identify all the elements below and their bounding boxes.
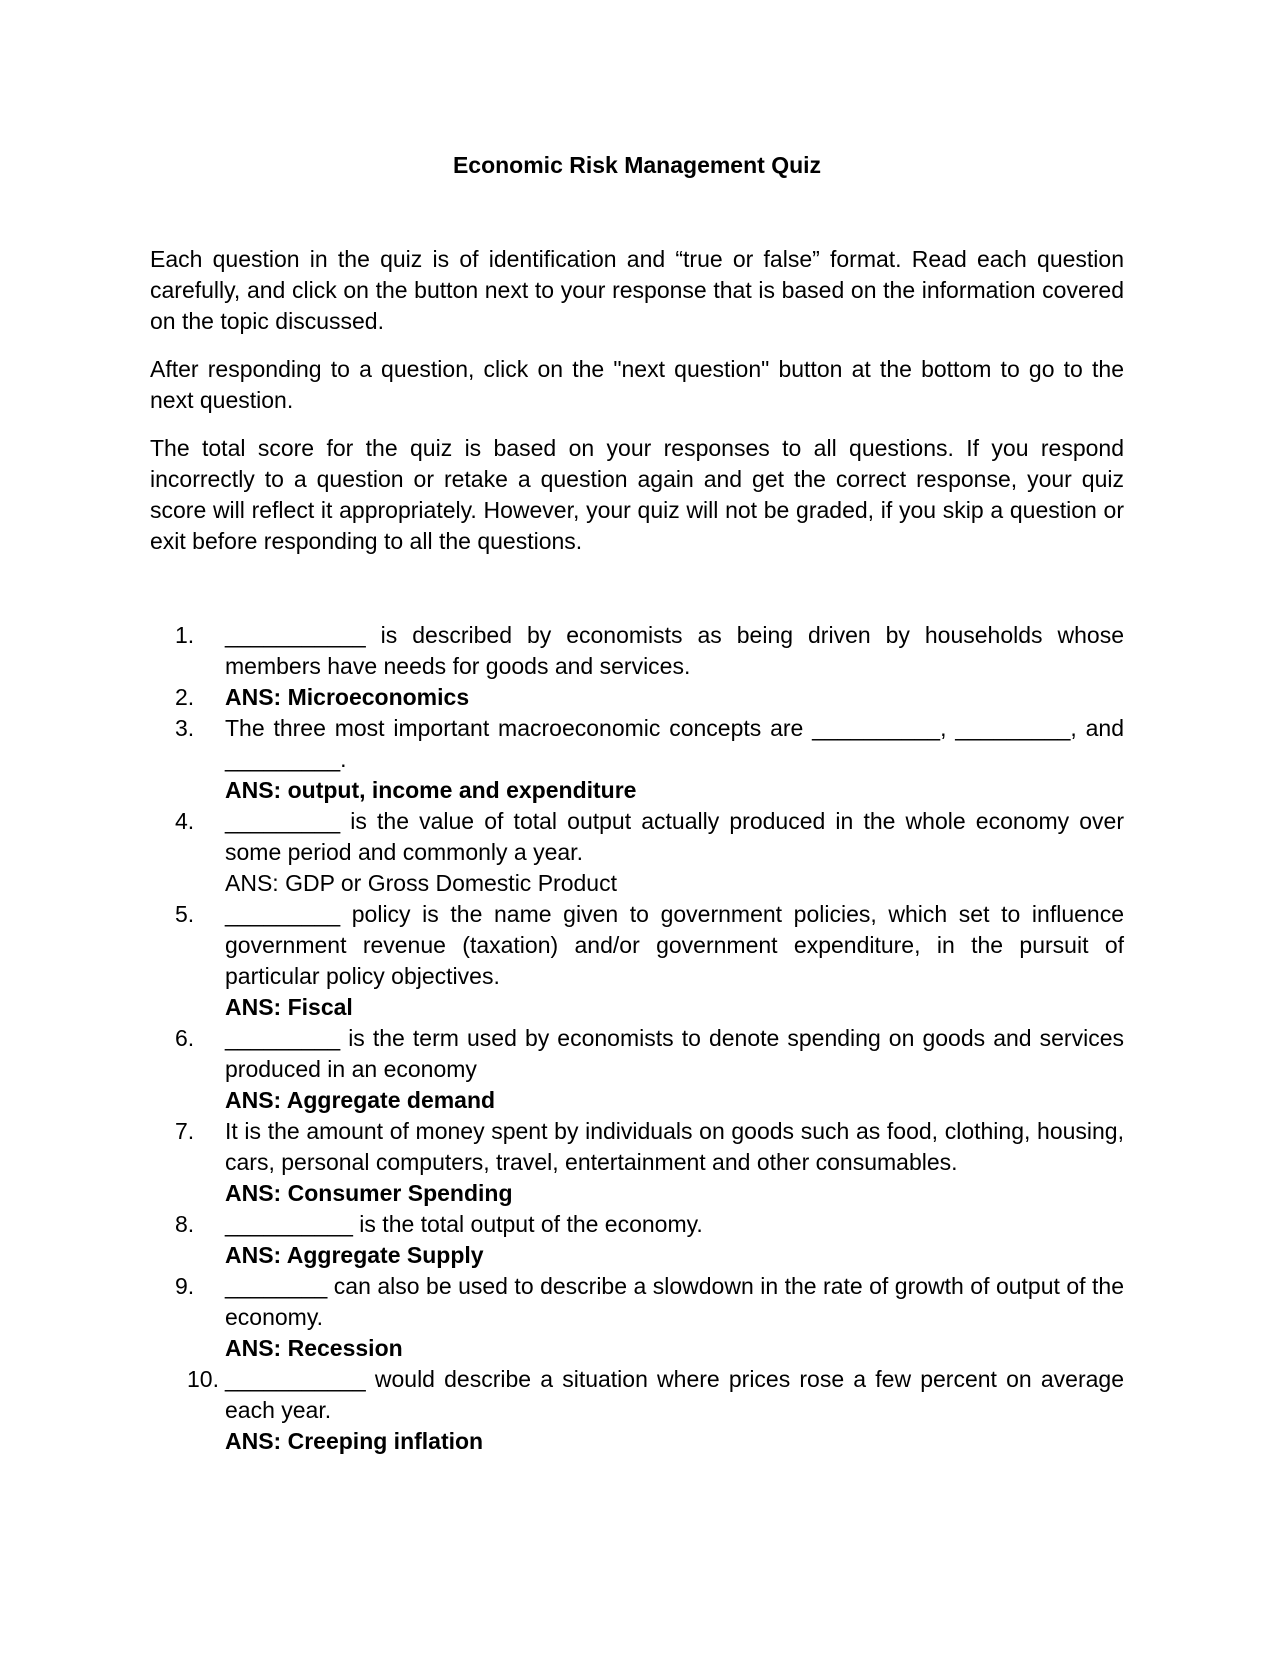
question-list xyxy=(150,620,1124,1457)
question-text: ___________ is described by economists as being driven by households whose members have needs for goods and services. xyxy=(225,622,1124,679)
answer-text: ANS: Creeping inflation xyxy=(225,1428,484,1454)
question-number: 4. xyxy=(175,808,195,834)
answer-text: ANS: Aggregate Supply xyxy=(225,1242,484,1268)
question-item xyxy=(150,1209,1124,1271)
answer-text: ANS: output, income and expenditure xyxy=(225,777,637,803)
question-text: ________ can also be used to describe a slowdown in the rate of growth of output of the economy. xyxy=(225,1273,1124,1330)
answer-text: ANS: GDP or Gross Domestic Product xyxy=(225,870,617,896)
answer-text: ANS: Microeconomics xyxy=(225,684,470,710)
question-text: _________ is the value of total output actually produced in the whole economy over some period and commonly a year. xyxy=(225,808,1124,865)
question-item xyxy=(150,620,1124,682)
question-text: The three most important macroeconomic concepts are __________, _________, and _________. xyxy=(225,715,1124,772)
question-item xyxy=(150,899,1124,1023)
question-number: 10. xyxy=(187,1366,219,1392)
instructions xyxy=(150,244,1124,574)
answer-text: ANS: Fiscal xyxy=(225,994,353,1020)
question-item xyxy=(150,1271,1124,1364)
page-title: Economic Risk Management Quiz xyxy=(452,152,822,178)
intro-paragraph: The total score for the quiz is based on your responses to all questions. If you respond incorrectly to a question or retake a question again and get the correct response, your quiz score will reflect it appropriately. However, your quiz will not be graded, if you skip a question or exit before responding to all the questions. xyxy=(150,435,1124,554)
question-text: It is the amount of money spent by individuals on goods such as food, clothing, housing, cars, personal computers, travel, entertainment and other consumables. xyxy=(225,1118,1124,1175)
answer-text: ANS: Consumer Spending xyxy=(225,1180,513,1206)
question-item xyxy=(150,682,1124,713)
question-item xyxy=(150,1116,1124,1209)
question-text: _________ is the term used by economists to denote spending on goods and services produced in an economy xyxy=(225,1025,1124,1082)
question-item xyxy=(150,806,1124,899)
question-number: 2. xyxy=(175,684,195,710)
answer-text: ANS: Recession xyxy=(225,1335,403,1361)
document-page xyxy=(150,0,1124,1656)
question-text: ___________ would describe a situation where prices rose a few percent on average each year. xyxy=(225,1366,1124,1423)
intro-paragraph: Each question in the quiz is of identification and “true or false” format. Read each question carefully, and click on the button next to your response that is based on the information covered on the topic discussed. xyxy=(150,246,1124,334)
question-number: 8. xyxy=(175,1211,195,1237)
question-number: 3. xyxy=(175,715,195,741)
question-number: 1. xyxy=(175,622,195,648)
question-text: __________ is the total output of the economy. xyxy=(225,1211,703,1237)
question-number: 5. xyxy=(175,901,195,927)
question-number: 9. xyxy=(175,1273,195,1299)
question-item xyxy=(150,713,1124,806)
question-item xyxy=(150,1023,1124,1116)
answer-text: ANS: Aggregate demand xyxy=(225,1087,496,1113)
question-item xyxy=(150,1364,1124,1457)
question-number: 7. xyxy=(175,1118,195,1144)
intro-paragraph: After responding to a question, click on the "next question" button at the bottom to go to the next question. xyxy=(150,356,1124,413)
question-text: _________ policy is the name given to government policies, which set to influence government revenue (taxation) and/or government expenditure, in the pursuit of particular policy objectives. xyxy=(225,901,1124,989)
question-number: 6. xyxy=(175,1025,195,1051)
